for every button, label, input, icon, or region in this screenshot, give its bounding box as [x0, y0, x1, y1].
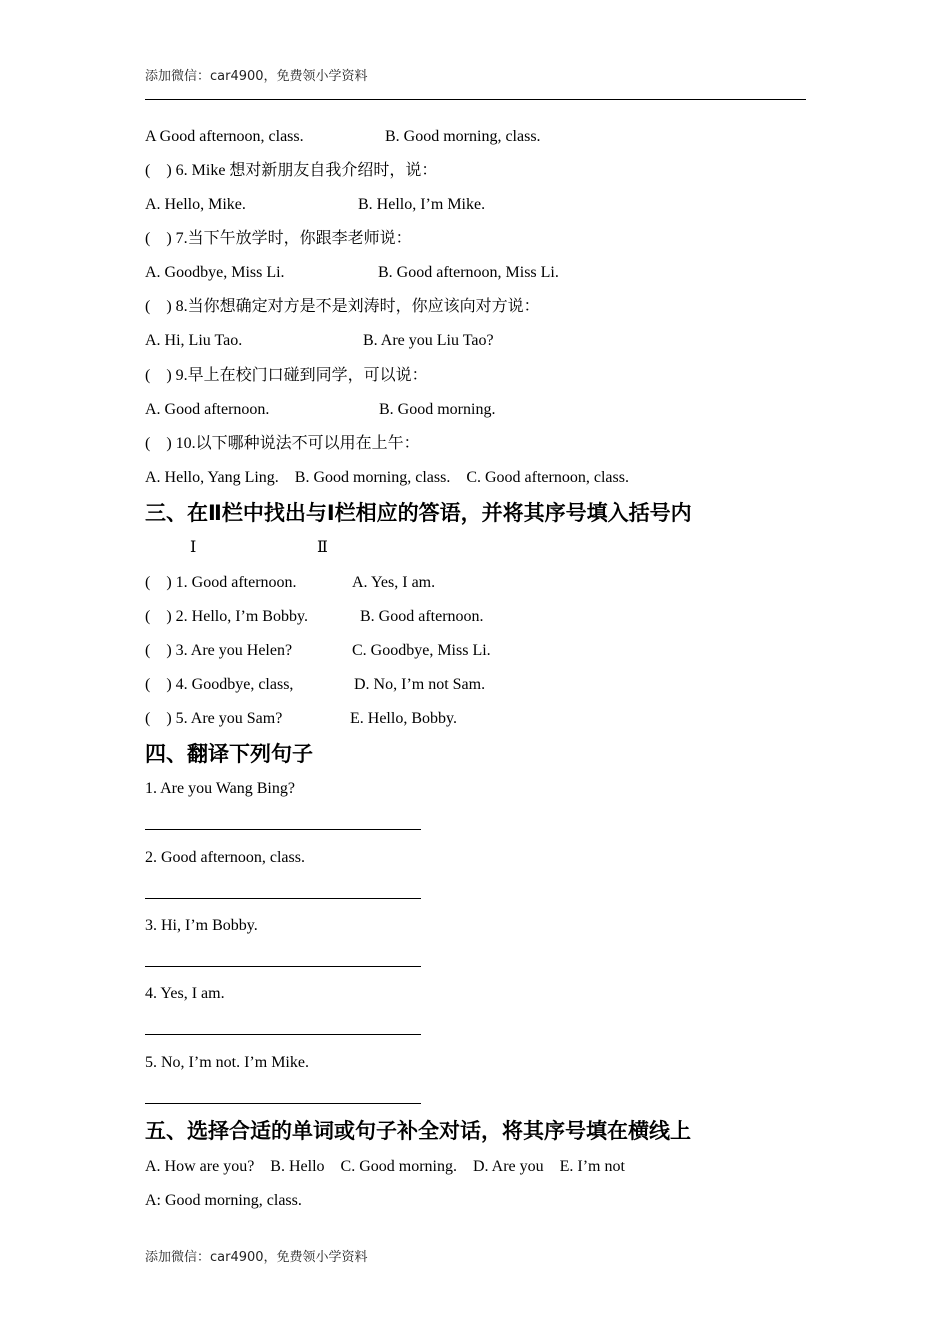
answer-line[interactable]	[145, 966, 421, 967]
q8-option-a: A. Hi, Liu Tao.	[145, 332, 243, 349]
q5-option-a: A Good afternoon, class.	[145, 128, 304, 145]
match-left: ( ) 5. Are you Sam?	[145, 710, 283, 727]
q9-option-a: A. Good afternoon.	[145, 401, 270, 418]
match-left: ( ) 4. Goodbye, class,	[145, 676, 294, 693]
match-right: A. Yes, I am.	[352, 574, 436, 591]
match-left: ( ) 1. Good afternoon.	[145, 574, 297, 591]
q6-option-a: A. Hello, Mike.	[145, 196, 246, 213]
q5-option-b: B. Good morning, class.	[385, 128, 541, 145]
part3-title: 三、在Ⅱ栏中找出与Ⅰ栏相应的答语，并将其序号填入括号内	[145, 501, 692, 525]
match-left: ( ) 2. Hello, I’m Bobby.	[145, 608, 308, 625]
q7-stem: ( ) 7.当下午放学时，你跟李老师说：	[145, 230, 412, 247]
translate-item: 3. Hi, I’m Bobby.	[145, 917, 258, 934]
part4-title: 四、翻译下列句子	[145, 742, 313, 766]
q7-option-a: A. Goodbye, Miss Li.	[145, 264, 285, 281]
q10-options: A. Hello, Yang Ling. B. Good morning, class. C. Good afternoon, class.	[145, 469, 629, 486]
page-header: 添加微信：car4900，免费领小学资料	[145, 69, 368, 84]
translate-item: 4. Yes, I am.	[145, 985, 225, 1002]
answer-line[interactable]	[145, 1034, 421, 1035]
q8-stem: ( ) 8.当你想确定对方是不是刘涛时，你应该向对方说：	[145, 298, 540, 315]
part5-title: 五、选择合适的单词或句子补全对话，将其序号填在横线上	[145, 1119, 691, 1143]
q10-stem: ( ) 10.以下哪种说法不可以用在上午：	[145, 435, 420, 452]
dialogue-line: A: Good morning, class.	[145, 1192, 302, 1209]
header-rule	[145, 99, 806, 100]
match-right: D. No, I’m not Sam.	[354, 676, 486, 693]
answer-line[interactable]	[145, 898, 421, 899]
match-right: E. Hello, Bobby.	[350, 710, 457, 727]
part5-options: A. How are you? B. Hello C. Good morning. D. Are you E. I’m not	[145, 1158, 625, 1175]
translate-item: 1. Are you Wang Bing?	[145, 780, 295, 797]
answer-line[interactable]	[145, 1103, 421, 1104]
q6-stem: ( ) 6. Mike 想对新朋友自我介绍时，说：	[145, 162, 438, 179]
q6-option-b: B. Hello, I’m Mike.	[358, 196, 486, 213]
answer-line[interactable]	[145, 829, 421, 830]
q9-option-b: B. Good morning.	[379, 401, 496, 418]
translate-item: 5. No, I’m not. I’m Mike.	[145, 1054, 309, 1071]
q8-option-b: B. Are you Liu Tao?	[363, 332, 494, 349]
q9-stem: ( ) 9.早上在校门口碰到同学，可以说：	[145, 367, 428, 384]
column-2-header: Ⅱ	[317, 539, 328, 556]
page-footer: 添加微信：car4900，免费领小学资料	[145, 1250, 368, 1265]
q7-option-b: B. Good afternoon, Miss Li.	[378, 264, 559, 281]
match-right: B. Good afternoon.	[360, 608, 484, 625]
column-1-header: Ⅰ	[190, 539, 197, 556]
translate-item: 2. Good afternoon, class.	[145, 849, 305, 866]
match-right: C. Goodbye, Miss Li.	[352, 642, 491, 659]
match-left: ( ) 3. Are you Helen?	[145, 642, 293, 659]
